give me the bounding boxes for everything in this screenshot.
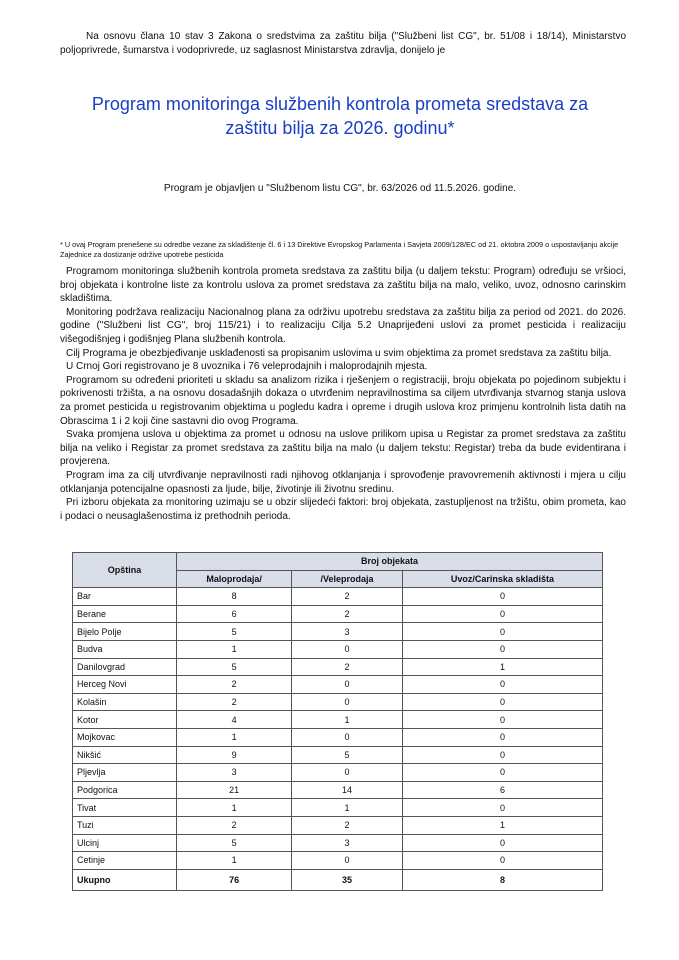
count-cell: 0 [402, 746, 602, 764]
municipality-cell: Tivat [73, 799, 177, 817]
municipality-cell: Nikšić [73, 746, 177, 764]
count-cell: 0 [292, 676, 403, 694]
count-cell: 0 [402, 605, 602, 623]
table-row [73, 640, 603, 658]
paragraph: Pri izboru objekata za monitoring uzimaju se u obzir slijedeći faktori: broj objekata, zastupljenost na tržištu, obim prometa, kao i podaci o neusaglašenostima iz prethodnih perioda. [60, 497, 626, 522]
paragraph: Svaka promjena uslova u objektima za promet u odnosu na uslove prilikom upisa u Registar za promet sredstava za zaštitu bilja na veliko i Registar za promet sredstava za zaštitu bilja na malo (u daljem tekstu: Registar) treba da bude evidentirana i provjerena. [60, 429, 626, 468]
count-cell: 3 [292, 623, 403, 641]
count-cell: 0 [402, 588, 602, 606]
municipality-cell: Pljevlja [73, 764, 177, 782]
count-cell: 6 [402, 781, 602, 799]
title-line-2: zaštitu bilja za 2026. godinu* [225, 118, 455, 138]
table-row [73, 816, 603, 834]
count-cell: 1 [292, 799, 403, 817]
count-cell: 5 [177, 658, 292, 676]
header-opstina: Opština [73, 553, 177, 588]
count-cell: 1 [402, 816, 602, 834]
count-cell: 0 [402, 640, 602, 658]
municipality-cell: Cetinje [73, 852, 177, 870]
count-cell: 0 [402, 834, 602, 852]
count-cell: 0 [402, 693, 602, 711]
table-row [73, 711, 603, 729]
count-cell: 4 [177, 711, 292, 729]
count-cell: 3 [177, 764, 292, 782]
count-cell: 2 [177, 816, 292, 834]
count-cell: 0 [402, 676, 602, 694]
total-label: Ukupno [73, 869, 177, 890]
municipality-cell: Ulcinj [73, 834, 177, 852]
header-veleprodaja: /Veleprodaja [292, 570, 403, 588]
table-row [73, 623, 603, 641]
table-row [73, 799, 603, 817]
table-row [73, 658, 603, 676]
table-row [73, 764, 603, 782]
document-title [40, 92, 640, 140]
total-cell: 8 [402, 869, 602, 890]
paragraph: Programom su određeni prioriteti u skladu sa analizom rizika i rješenjem o registraciji, broju objekata po pojedinom subjektu i pokrivenosti tržišta, a na osnovu dosadašnjih dokaza o utvrđenim nepravilnostima sa ciljem utvrđivanja stvarnog stanja uslova za promet pesticida u registrovanim objektima u pogledu kadra i opreme i drugih uslova kroz primjenu kontrolnih lista datih na Obrascima 1 i 2 koji čine sastavni dio ovog Programa. [60, 374, 626, 427]
count-cell: 0 [402, 799, 602, 817]
count-cell: 1 [177, 640, 292, 658]
count-cell: 2 [292, 605, 403, 623]
count-cell: 5 [177, 834, 292, 852]
paragraph: U Crnoj Gori registrovano je 8 uvoznika i 76 veleprodajnih i maloprodajnih mjesta. [66, 361, 428, 373]
count-cell: 0 [402, 711, 602, 729]
objects-table [72, 552, 603, 891]
count-cell: 1 [402, 658, 602, 676]
title-line-1: Program monitoringa službenih kontrola prometa sredstava za [91, 94, 589, 114]
count-cell: 2 [177, 693, 292, 711]
paragraph: Cilj Programa je obezbjeđivanje usklađenosti sa propisanim uslovima u svim objektima za promet sredstava za zaštitu bilja. [66, 347, 612, 359]
count-cell: 2 [292, 816, 403, 834]
count-cell: 5 [292, 746, 403, 764]
municipality-cell: Danilovgrad [73, 658, 177, 676]
count-cell: 0 [292, 852, 403, 870]
table-row [73, 728, 603, 746]
count-cell: 0 [292, 764, 403, 782]
count-cell: 1 [177, 799, 292, 817]
municipality-cell: Herceg Novi [73, 676, 177, 694]
header-maloprodaja: Maloprodaja/ [177, 570, 292, 588]
municipality-cell: Berane [73, 605, 177, 623]
table-row [73, 693, 603, 711]
paragraph: Program ima za cilj utvrđivanje nepravilnosti radi njihovog otklanjanja i sprovođenje pravovremenih aktivnosti i mjera u cilju otklanjanja potencijalne opasnosti za ljude, bilje, životinje ili životnu sredinu. [60, 469, 626, 495]
municipality-cell: Budva [73, 640, 177, 658]
publication-note: Program je objavljen u "Službenom listu CG", br. 63/2026 od 11.5.2026. godine. [163, 183, 517, 194]
count-cell: 3 [292, 834, 403, 852]
footnote: * U ovaj Program prenešene su odredbe vezane za skladištenje čl. 6 i 13 Direktive Evropskog Parlamenta i Savjeta 2009/128/EC od 21. oktobra 2009 o uspostavljanju akcije Zajednice za dostizanje održive upotrebe pesticida [60, 240, 619, 259]
table-row [73, 605, 603, 623]
count-cell: 1 [177, 852, 292, 870]
count-cell: 0 [402, 764, 602, 782]
count-cell: 5 [177, 623, 292, 641]
count-cell: 0 [402, 623, 602, 641]
body-text [60, 265, 626, 523]
count-cell: 0 [292, 728, 403, 746]
municipality-cell: Kolašin [73, 693, 177, 711]
intro-paragraph: Na osnovu člana 10 stav 3 Zakona o sredstvima za zaštitu bilja ("Službeni list CG", br. 51/08 i 18/14), Ministarstvo poljoprivrede, šumarstva i vodoprivrede, uz saglasnost Ministarstva zdravlja, donijelo je [60, 31, 626, 56]
table-row [73, 676, 603, 694]
municipality-cell: Tuzi [73, 816, 177, 834]
total-cell: 76 [177, 869, 292, 890]
count-cell: 0 [292, 693, 403, 711]
count-cell: 8 [177, 588, 292, 606]
municipality-cell: Mojkovac [73, 728, 177, 746]
municipality-cell: Podgorica [73, 781, 177, 799]
table-row [73, 852, 603, 870]
count-cell: 0 [402, 728, 602, 746]
table-row [73, 746, 603, 764]
count-cell: 21 [177, 781, 292, 799]
count-cell: 1 [177, 728, 292, 746]
municipality-cell: Bijelo Polje [73, 623, 177, 641]
total-cell: 35 [292, 869, 403, 890]
count-cell: 1 [292, 711, 403, 729]
count-cell: 0 [402, 852, 602, 870]
paragraph: Monitoring podržava realizaciju Nacionalnog plana za održivu upotrebu sredstava za zaštitu bilja za period od 2021. do 2026. godine ("Službeni list CG", broj 115/21) i to realizaciju Cilja 5.2 Unaprijeđeni uslovi za promet pesticida i realizaciju višegodišnjeg i godišnjeg Plana službenih kontrola. [60, 306, 626, 345]
header-uvoz: Uvoz/Carinska skladišta [402, 570, 602, 588]
header-broj-objekata: Broj objekata [177, 553, 603, 571]
count-cell: 6 [177, 605, 292, 623]
count-cell: 0 [292, 640, 403, 658]
count-cell: 2 [292, 658, 403, 676]
count-cell: 2 [292, 588, 403, 606]
table-row [73, 834, 603, 852]
paragraph: Programom monitoringa službenih kontrola prometa sredstava za zaštitu bilja (u daljem tekstu: Program) određuju se vršioci, broj objekata i kontrolne liste za kontrolu uslova za promet sredstava za zaštitu bilja na malo, veliko, uvoz, odnosno carinskim skladištima. [60, 266, 626, 305]
table-row [73, 588, 603, 606]
count-cell: 14 [292, 781, 403, 799]
total-row [73, 869, 603, 890]
municipality-cell: Bar [73, 588, 177, 606]
table-row [73, 781, 603, 799]
count-cell: 2 [177, 676, 292, 694]
count-cell: 9 [177, 746, 292, 764]
municipality-cell: Kotor [73, 711, 177, 729]
